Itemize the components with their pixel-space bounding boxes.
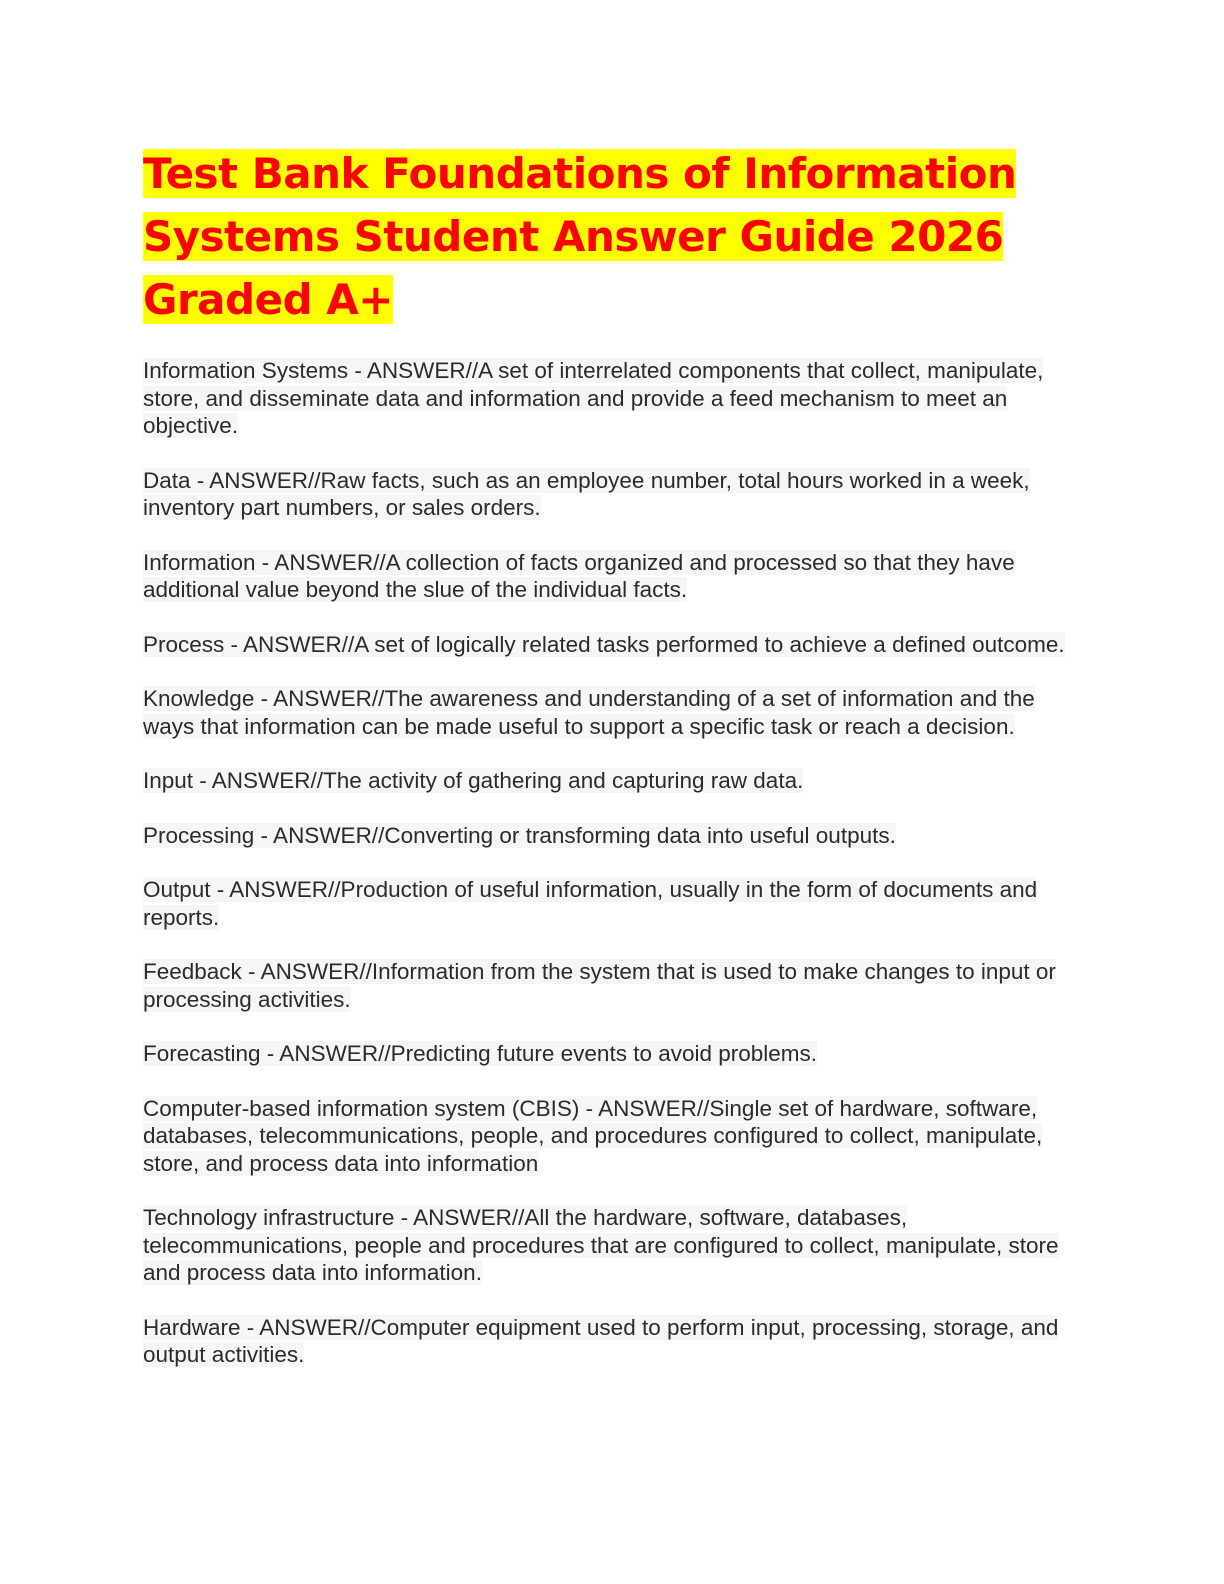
qa-entry-text: Technology infrastructure - ANSWER//All the hardware, software, databases, telecommunications, people and procedures that are configured to collect, manipulate, store and process data into information. — [143, 1205, 1059, 1285]
document-page — [143, 142, 1073, 1396]
qa-entry-text: Computer-based information system (CBIS) - ANSWER//Single set of hardware, software, databases, telecommunications, people, and procedures configured to collect, manipulate, store, and process data into information — [143, 1095, 1043, 1176]
qa-entry — [143, 631, 1073, 659]
qa-entry-text: Input - ANSWER//The activity of gathering and capturing raw data. — [143, 768, 804, 793]
qa-entry-text: Information Systems - ANSWER//A set of interrelated components that collect, manipulate, store, and disseminate data and information and provide a feed mechanism to meet an objective. — [143, 358, 1044, 438]
document-title-text: Test Bank Foundations of Information Systems Student Answer Guide 2026 Graded A+ — [143, 149, 1017, 324]
qa-entry — [143, 1040, 1073, 1068]
qa-entry-text: Processing - ANSWER//Converting or transforming data into useful outputs. — [143, 822, 896, 848]
qa-entry-text: Hardware - ANSWER//Computer equipment used to perform input, processing, storage, and output activities. — [143, 1314, 1059, 1367]
qa-entry — [143, 1314, 1073, 1369]
qa-entry — [143, 357, 1073, 440]
qa-entry-text: Process - ANSWER//A set of logically related tasks performed to achieve a defined outcome. — [143, 631, 1065, 657]
qa-entry-list — [143, 357, 1073, 1369]
document-title — [143, 142, 1073, 331]
qa-entry — [143, 1095, 1073, 1178]
qa-entry-text: Forecasting - ANSWER//Predicting future events to avoid problems. — [143, 1041, 818, 1066]
qa-entry-text: Feedback - ANSWER//Information from the system that is used to make changes to input or processing activities. — [143, 959, 1056, 1012]
qa-entry — [143, 549, 1073, 604]
qa-entry — [143, 467, 1073, 522]
qa-entry — [143, 958, 1073, 1013]
qa-entry-text: Knowledge - ANSWER//The awareness and understanding of a set of information and the ways that information can be made useful to support a specific task or reach a decision. — [143, 686, 1035, 739]
qa-entry — [143, 876, 1073, 931]
qa-entry — [143, 767, 1073, 795]
qa-entry — [143, 822, 1073, 850]
qa-entry-text: Output - ANSWER//Production of useful information, usually in the form of documents and reports. — [143, 877, 1038, 930]
qa-entry-text: Data - ANSWER//Raw facts, such as an employee number, total hours worked in a week, inventory part numbers, or sales orders. — [143, 467, 1030, 520]
qa-entry — [143, 1204, 1073, 1287]
qa-entry-text: Information - ANSWER//A collection of facts organized and processed so that they have additional value beyond the slue of the individual facts. — [143, 549, 1015, 602]
qa-entry — [143, 685, 1073, 740]
